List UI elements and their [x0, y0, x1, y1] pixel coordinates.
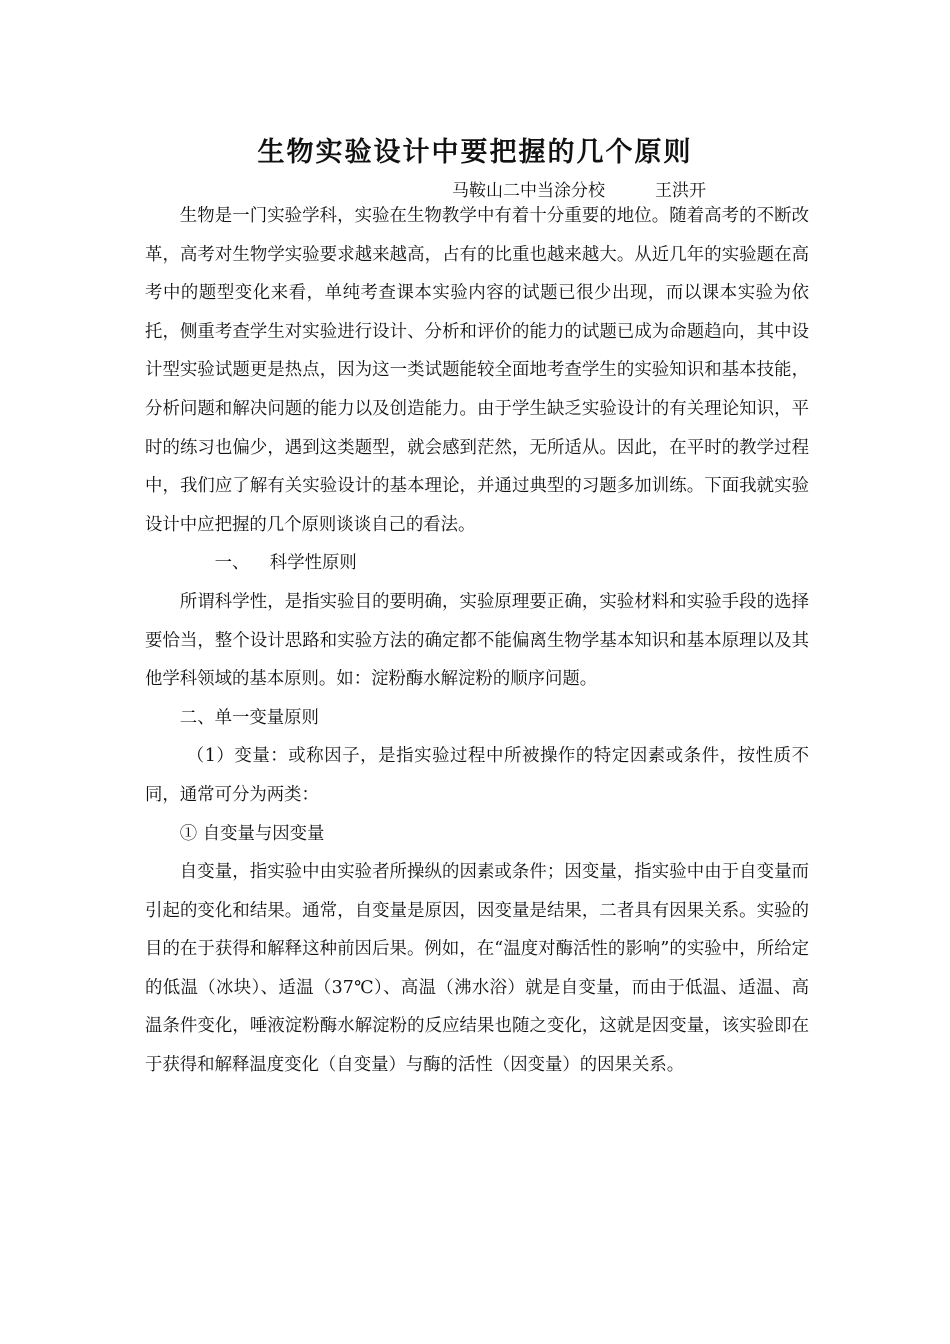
- document-title: 生物实验设计中要把握的几个原则: [257, 137, 693, 168]
- section-heading-single-variable: 二、单一变量原则: [179, 707, 319, 728]
- document-body: [145, 197, 809, 1085]
- scientific-principle-paragraph: 所谓科学性，是指实验目的要明确，实验原理要正确，实验材料和实验手段的选择要恰当，整个设计思路和实验方法的确定都不能偏离生物学基本知识和基本原理以及其他学科领域的基本原则。如：淀粉酶水解淀粉的顺序问题。: [145, 591, 809, 690]
- section-number: 一、: [214, 553, 250, 574]
- variable-definition-paragraph: （1）变量：或称因子，是指实验过程中所被操作的特定因素或条件，按性质不同，通常可分为两类：: [145, 746, 809, 805]
- independent-variable-paragraph: 自变量，指实验中由实验者所操纵的因素或条件；因变量，指实验中由于自变量而引起的变化和结果。通常，自变量是原因，因变量是结果，二者具有因果关系。实验的目的在于获得和解释这种前因后果。例如，在“温度对酶活性的影响”的实验中，所给定的低温（冰块）、适温（37℃）、高温（沸水浴）就是自变量，而由于低温、适温、高温条件变化，唾液淀粉酶水解淀粉的反应结果也随之变化，这就是因变量，该实验即在于获得和解释温度变化（自变量）与酶的活性（因变量）的因果关系。: [145, 862, 809, 1076]
- byline-school: 马鞍山二中当涂分校: [452, 181, 605, 201]
- subheading-independent-dependent: ① 自变量与因变量: [179, 823, 325, 844]
- section-heading-scientific: [145, 544, 809, 583]
- section-title: 科学性原则: [269, 553, 357, 574]
- byline-author: 王洪开: [655, 181, 706, 201]
- intro-paragraph: 生物是一门实验学科，实验在生物教学中有着十分重要的地位。随着高考的不断改革，高考对生物学实验要求越来越高，占有的比重也越来越大。从近几年的实验题在高考中的题型变化来看，单纯考查课本实验内容的试题已很少出现，而以课本实验为依托，侧重考查学生对实验进行设计、分析和评价的能力的试题已成为命题趋向，其中设计型实验试题更是热点，因为这一类试题能较全面地考查学生的实验知识和基本技能，分析问题和解决问题的能力以及创造能力。由于学生缺乏实验设计的有关理论知识，平时的练习也偏少，遇到这类题型，就会感到茫然，无所适从。因此，在平时的教学过程中，我们应了解有关实验设计的基本理论，并通过典型的习题多加训练。下面我就实验设计中应把握的几个原则谈谈自己的看法。: [145, 206, 809, 535]
